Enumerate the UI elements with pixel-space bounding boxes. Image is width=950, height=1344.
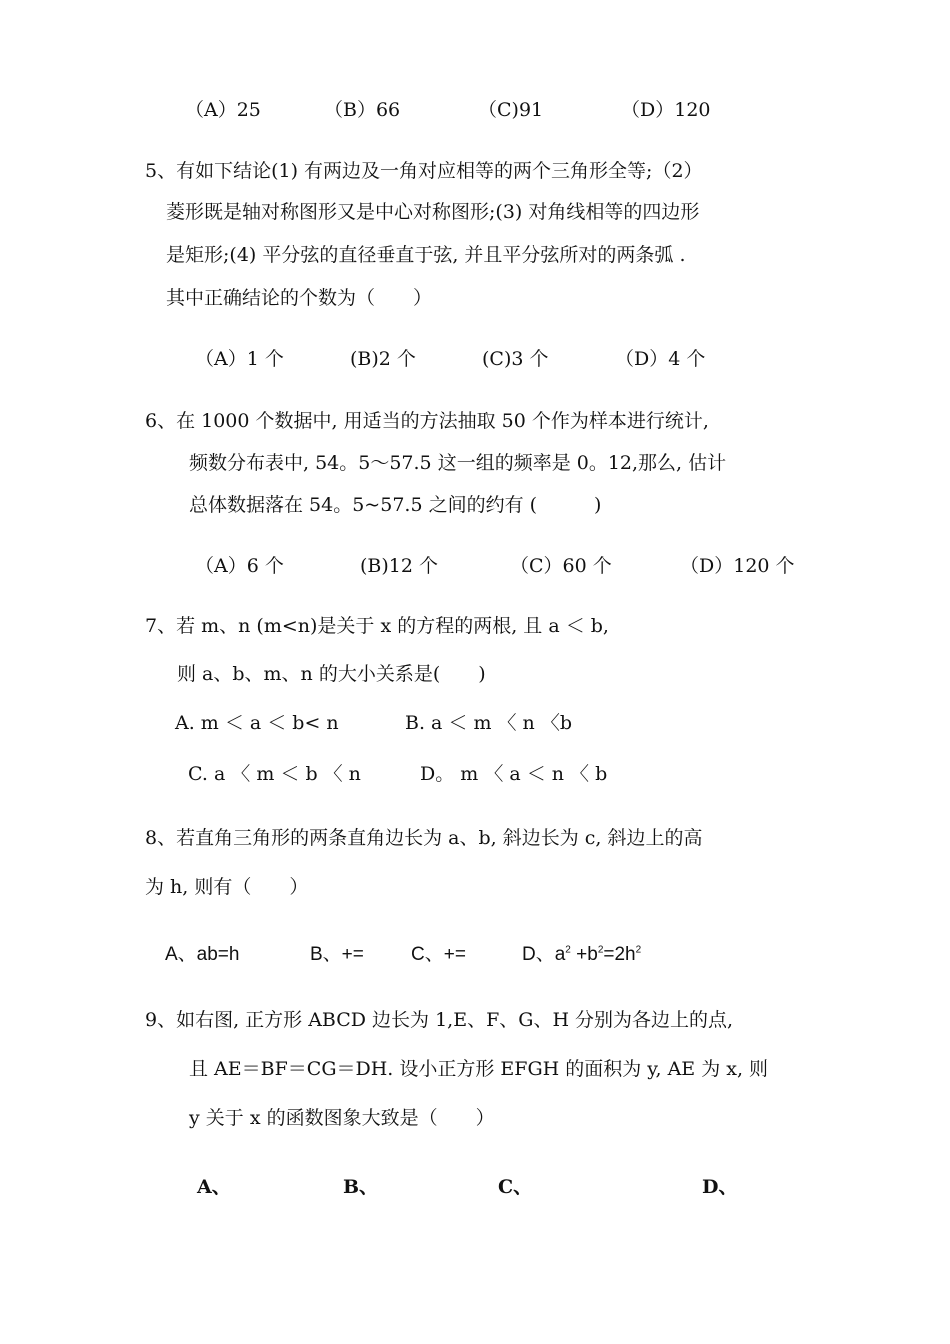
q5-option-c: (C)3 个 — [482, 348, 549, 370]
q8-stem-line-1: 8、若直角三角形的两条直角边长为 a、b, 斜边长为 c, 斜边上的高 — [145, 827, 703, 849]
q5-option-d: （D）4 个 — [615, 348, 706, 370]
q7-stem-line-2: 则 a、b、m、n 的大小关系是( ) — [177, 663, 486, 685]
q5-stem-line-4: 其中正确结论的个数为（ ） — [166, 287, 433, 309]
q6-stem-line-2: 频数分布表中, 54。5～57.5 这一组的频率是 0。12,那么, 估计 — [189, 452, 727, 474]
q7-option-a: A. m ＜ a ＜ b< n — [175, 712, 339, 734]
q8-option-d-sup-3: 2 — [635, 944, 642, 956]
q4-option-c: （C)91 — [478, 99, 544, 121]
q8-option-d-sup-1: 2 — [565, 944, 571, 956]
q4-option-b: （B）66 — [324, 99, 401, 121]
q9-option-a: A、 — [197, 1176, 231, 1198]
q8-option-d-sup-2: 2 — [597, 944, 604, 956]
q9-stem-line-3: y 关于 x 的函数图象大致是（ ） — [189, 1107, 495, 1129]
q5-stem-line-1: 5、有如下结论(1) 有两边及一角对应相等的两个三角形全等;（2） — [145, 160, 703, 182]
q8-option-d-mid: +b — [570, 944, 598, 965]
q5-option-b: (B)2 个 — [350, 348, 416, 370]
q5-stem-line-3: 是矩形;(4) 平分弦的直径垂直于弦, 并且平分弦所对的两条弧 . — [166, 244, 686, 266]
q8-option-d-eq: =2h — [603, 944, 636, 965]
q9-stem-line-2: 且 AE＝BF＝CG＝DH. 设小正方形 EFGH 的面积为 y, AE 为 x, 则 — [189, 1058, 769, 1080]
q8-option-c: C、+= — [411, 944, 466, 965]
q6-option-a: （A）6 个 — [195, 555, 284, 577]
q8-stem-line-2: 为 h, 则有（ ） — [145, 876, 309, 898]
q4-option-a: （A）25 — [185, 99, 261, 121]
q9-option-b: B、 — [343, 1176, 379, 1198]
q7-option-c: C. a 〈 m ＜ b 〈 n — [188, 763, 361, 785]
q6-stem-line-1: 6、在 1000 个数据中, 用适当的方法抽取 50 个作为样本进行统计, — [145, 410, 709, 432]
q7-option-b: B. a ＜ m 〈 n 〈b — [405, 712, 572, 734]
q5-stem-line-2: 菱形既是轴对称图形又是中心对称图形;(3) 对角线相等的四边形 — [166, 201, 700, 223]
q6-stem-line-3: 总体数据落在 54。5~57.5 之间的约有 ( ) — [189, 494, 602, 516]
q8-option-d-prefix: D、a — [522, 944, 566, 965]
q6-option-c: （C）60 个 — [510, 555, 612, 577]
q6-option-b: (B)12 个 — [360, 555, 439, 577]
q9-stem-line-1: 9、如右图, 正方形 ABCD 边长为 1,E、F、G、H 分别为各边上的点, — [145, 1009, 734, 1031]
q6-option-d: （D）120 个 — [680, 555, 795, 577]
q8-option-d — [522, 945, 641, 964]
q7-stem-line-1: 7、若 m、n (m<n)是关于 x 的方程的两根, 且 a ＜ b, — [145, 615, 609, 637]
q7-option-d: D。 m 〈 a ＜ n 〈 b — [420, 763, 608, 785]
q9-option-c: C、 — [498, 1176, 533, 1198]
q5-option-a: （A）1 个 — [195, 348, 284, 370]
q4-option-d: （D）120 — [621, 99, 711, 121]
q8-option-b: B、+= — [310, 944, 364, 965]
q8-option-a: A、ab=h — [165, 944, 240, 965]
q9-option-d: D、 — [702, 1176, 738, 1198]
